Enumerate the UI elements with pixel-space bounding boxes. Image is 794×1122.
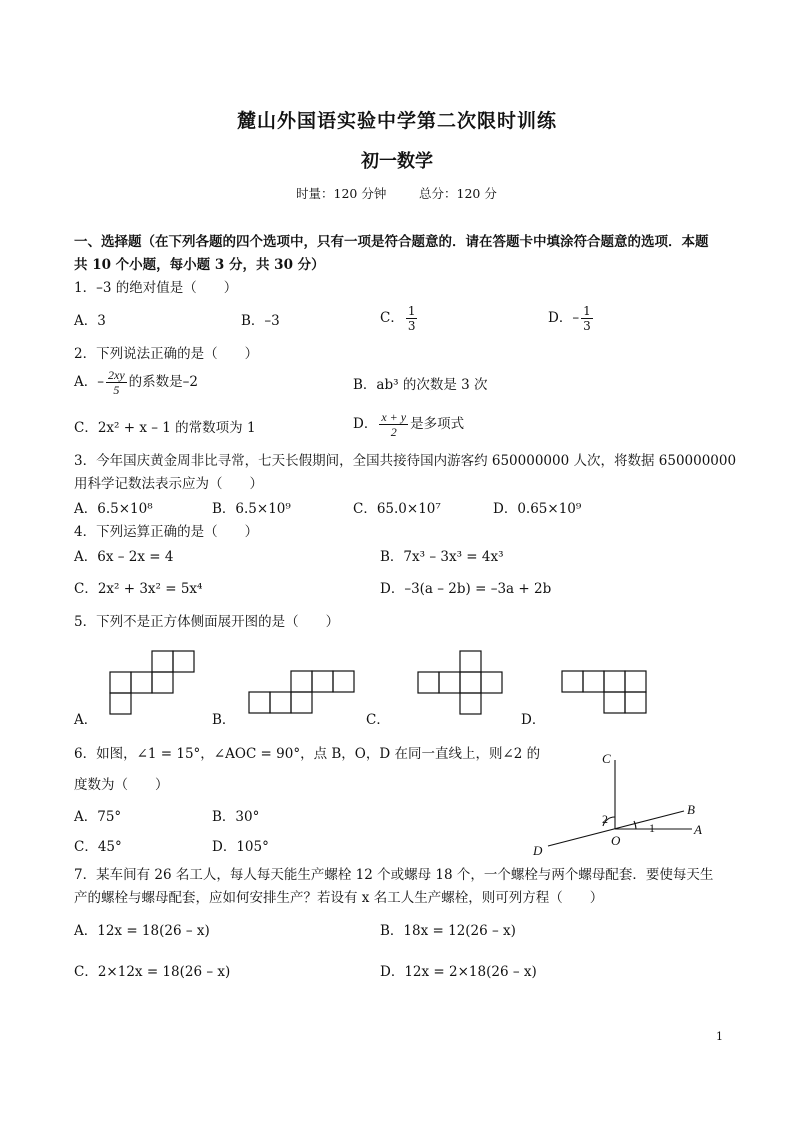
q3-option-c: C．65.0×10⁷: [353, 501, 441, 517]
label-c: C: [602, 751, 611, 766]
q7-stem-line2: 产的螺栓与螺母配套，应如何安排生产？若设有 x 名工人生产螺栓，则可列方程（ ）: [74, 890, 604, 906]
q2-a-denominator: 5: [113, 383, 120, 397]
q6-stem-line2: 度数为（ ）: [74, 777, 169, 793]
q5-option-c-label: C．: [366, 712, 390, 728]
q2-stem: 2．下列说法正确的是（ ）: [74, 346, 259, 362]
q5-stem: 5．下列不是正方体侧面展开图的是（ ）: [74, 614, 340, 630]
label-o: O: [611, 833, 621, 848]
q1-c-numerator: 1: [407, 304, 416, 318]
q5-option-a-label: A．: [74, 712, 98, 728]
q3-option-a: A．6.5×10⁸: [74, 501, 153, 517]
page-title: 麓山外国语实验中学第二次限时训练: [236, 110, 557, 132]
exam-total-score: 总分：120 分: [419, 186, 497, 201]
q3-option-d: D．0.65×10⁹: [493, 501, 582, 517]
q2-a-numerator: 2xy: [108, 368, 125, 382]
angle-1-arc: [634, 821, 636, 829]
q3-stem-line1: 3．今年国庆黄金周非比寻常，七天长假期间，全国共接待国内游客约 650000000 人次，将数据 650000000: [74, 453, 737, 469]
section-heading-line2: 共 10 个小题，每小题 3 分，共 30 分）: [74, 257, 325, 273]
label-angle-2: 2: [602, 812, 608, 826]
q1-d-denominator: 3: [583, 319, 591, 333]
q7-option-b: B．18x = 12(26 – x): [380, 923, 516, 939]
q7-stem-line1: 7．某车间有 26 名工人，每人每天能生产螺栓 12 个或螺母 18 个，一个螺栓与两个螺母配套．要使每天生: [74, 867, 714, 883]
q2-option-a-suffix: 的系数是–2: [128, 374, 198, 390]
q4-option-b: B．7x³ – 3x³ = 4x³: [380, 549, 504, 565]
q4-option-a: A．6x – 2x = 4: [74, 549, 174, 565]
q7-option-d: D．12x = 2×18(26 – x): [380, 964, 537, 980]
q6-stem-line1: 6．如图，∠1 = 15°，∠AOC = 90°，点 B，O，D 在同一直线上，则∠2 的: [74, 746, 541, 762]
q4-option-d: D．–3(a – 2b) = –3a + 2b: [380, 581, 552, 597]
q1-d-numerator: 1: [583, 304, 591, 318]
q2-option-d-suffix: 是多项式: [410, 416, 465, 432]
q4-option-c: C．2x² + 3x² = 5x⁴: [74, 581, 203, 597]
q1-stem: 1．–3 的绝对值是（ ）: [74, 280, 238, 296]
q1-c-denominator: 3: [407, 319, 416, 333]
q3-option-b: B．6.5×10⁹: [212, 501, 291, 517]
q5-option-d-label: D．: [521, 712, 546, 728]
label-d: D: [533, 843, 543, 858]
q2-option-c: C．2x² + x – 1 的常数项为 1: [74, 420, 256, 436]
q1-option-c-prefix: C．: [380, 310, 404, 326]
q6-option-a: A．75°: [74, 809, 122, 825]
q6-option-b: B．30°: [212, 809, 260, 825]
q7-option-a: A．12x = 18(26 – x): [74, 923, 210, 939]
q6-option-d: D．105°: [212, 839, 269, 855]
q7-option-c: C．2×12x = 18(26 – x): [74, 964, 231, 980]
label-a: A: [694, 822, 702, 837]
q5-option-b-label: B．: [212, 712, 236, 728]
q2-option-a-prefix: A．–: [74, 374, 104, 390]
q6-option-c: C．45°: [74, 839, 122, 855]
q3-stem-line2: 用科学记数法表示应为（ ）: [74, 476, 263, 492]
q2-d-numerator: x + y: [381, 410, 407, 424]
page-number: 1: [716, 1030, 723, 1043]
q1-option-a: A．3: [74, 313, 106, 329]
label-b: B: [687, 802, 695, 817]
q1-option-b: B．–3: [241, 313, 280, 329]
subject-title: 初一数学: [361, 151, 433, 172]
exam-time: 时量：120 分钟: [296, 186, 387, 201]
q2-d-denominator: 2: [390, 425, 397, 439]
q4-stem: 4．下列运算正确的是（ ）: [74, 524, 259, 540]
q1-option-d-prefix: D．–: [548, 310, 580, 326]
q2-option-d-prefix: D．: [353, 416, 378, 432]
section-heading-line1: 一、选择题（在下列各题的四个选项中，只有一项是符合题意的．请在答题卡中填涂符合题意的选项．本题: [74, 234, 709, 250]
label-angle-1: 1: [649, 821, 655, 835]
q2-option-b: B．ab³ 的次数是 3 次: [353, 377, 488, 393]
